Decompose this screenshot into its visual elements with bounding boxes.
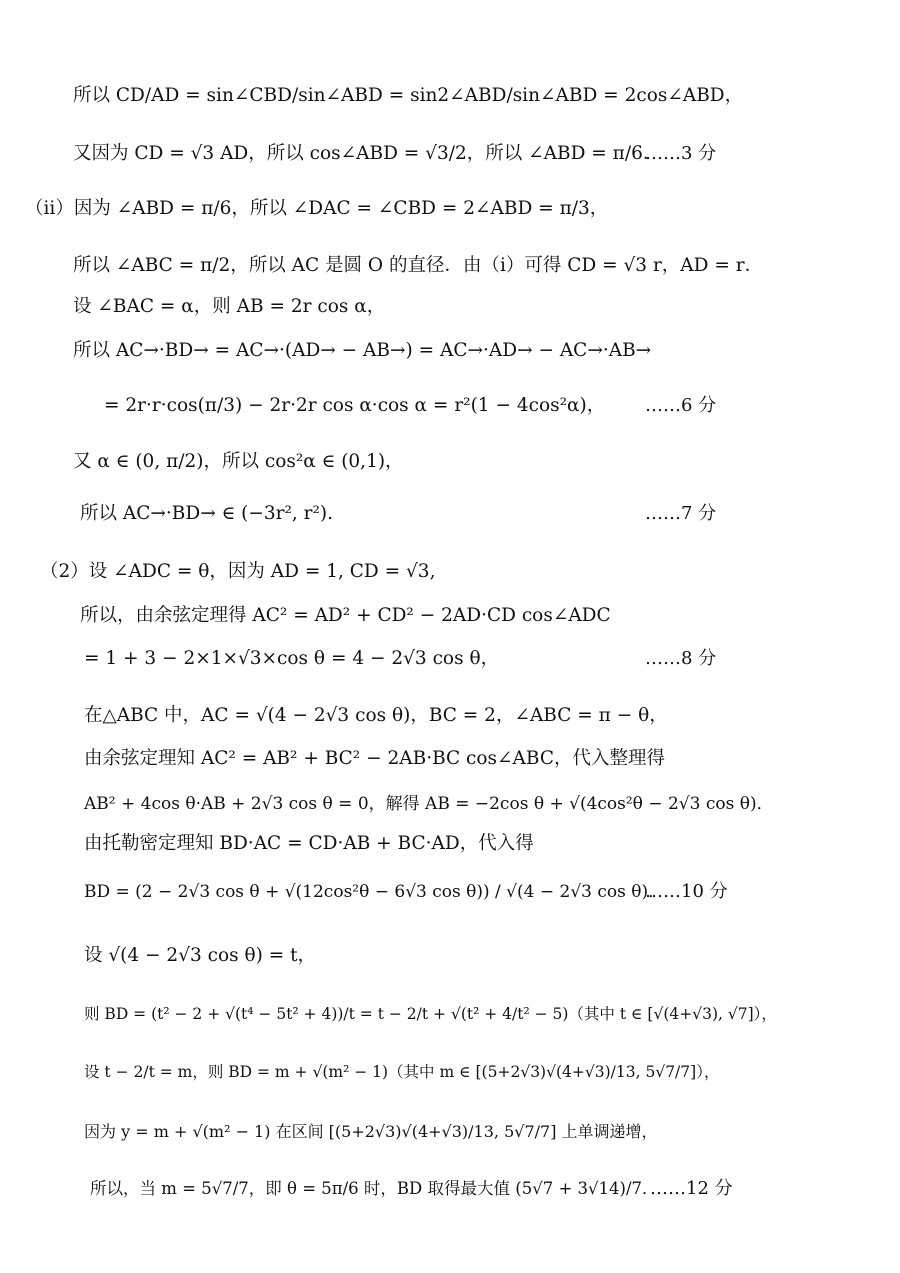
solution-line-10: （2）设 ∠ADC = θ，因为 AD = 1, CD = √3,: [40, 561, 436, 582]
score-marker-3: ……3 分: [645, 143, 717, 164]
solution-line-1: 所以 CD/AD = sin∠CBD/sin∠ABD = sin2∠ABD/sin∠ABD = 2cos∠ABD，: [73, 85, 744, 106]
solution-line-4: 所以 ∠ABC = π/2，所以 AC 是圆 O 的直径．由（i）可得 CD = √3 r，AD = r．: [73, 255, 764, 276]
solution-line-15: AB² + 4cos θ·AB + 2√3 cos θ = 0，解得 AB = −2cos θ + √(4cos²θ − 2√3 cos θ)．: [84, 794, 774, 814]
solution-line-5: 设 ∠BAC = α，则 AB = 2r cos α，: [73, 296, 386, 317]
solution-line-13: 在△ABC 中，AC = √(4 − 2√3 cos θ)，BC = 2，∠ABC = π − θ，: [84, 705, 668, 726]
solution-line-6: 所以 AC→·BD→ = AC→·(AD→ − AB→) = AC→·AD→ − AC→·AB→: [73, 340, 652, 361]
solution-line-8: 又 α ∈ (0, π/2)，所以 cos²α ∈ (0,1)，: [73, 451, 404, 472]
solution-line-22: 所以，当 m = 5√7/7，即 θ = 5π/6 时，BD 取得最大值 (5√7 + 3√14)/7．: [90, 1179, 659, 1198]
score-marker-6: ……6 分: [645, 395, 717, 416]
score-marker-10: ……10 分: [645, 881, 728, 902]
solution-line-11: 所以，由余弦定理得 AC² = AD² + CD² − 2AD·CD cos∠ADC: [80, 605, 611, 626]
solution-line-9: 所以 AC→·BD→ ∈ (−3r², r²).: [80, 503, 334, 524]
solution-line-16: 由托勒密定理知 BD·AC = CD·AB + BC·AD，代入得: [84, 833, 534, 854]
solution-line-21: 因为 y = m + √(m² − 1) 在区间 [(5+2√3)√(4+√3)/13, 5√7/7] 上单调递增，: [84, 1122, 658, 1141]
solution-line-14: 由余弦定理知 AC² = AB² + BC² − 2AB·BC cos∠ABC，代入整理得: [84, 748, 666, 769]
score-marker-8: ……8 分: [645, 648, 717, 669]
solution-line-3: （ii）因为 ∠ABD = π/6，所以 ∠DAC = ∠CBD = 2∠ABD = π/3，: [25, 198, 609, 219]
solution-line-7: = 2r·r·cos(π/3) − 2r·2r cos α·cos α = r²(1 − 4cos²α)，: [104, 395, 606, 416]
solution-line-12: = 1 + 3 − 2×1×√3×cos θ = 4 − 2√3 cos θ，: [84, 648, 500, 669]
solution-line-2: 又因为 CD = √3 AD，所以 cos∠ABD = √3/2，所以 ∠ABD = π/6．: [73, 143, 662, 164]
solution-line-20: 设 t − 2/t = m，则 BD = m + √(m² − 1)（其中 m ∈ [(5+2√3)√(4+√3)/13, 5√7/7]），: [84, 1063, 720, 1081]
solution-line-19: 则 BD = (t² − 2 + √(t⁴ − 5t² + 4))/t = t − 2/t + √(t² + 4/t² − 5)（其中 t ∈ [√(4+√3), √7]），: [84, 1005, 777, 1023]
score-marker-7: ……7 分: [645, 503, 717, 524]
solution-line-18: 设 √(4 − 2√3 cos θ) = t，: [84, 945, 317, 966]
solution-line-17: BD = (2 − 2√3 cos θ + √(12cos²θ − 6√3 cos θ)) / √(4 − 2√3 cos θ)．: [84, 882, 666, 902]
score-marker-12: ……12 分: [650, 1178, 733, 1199]
